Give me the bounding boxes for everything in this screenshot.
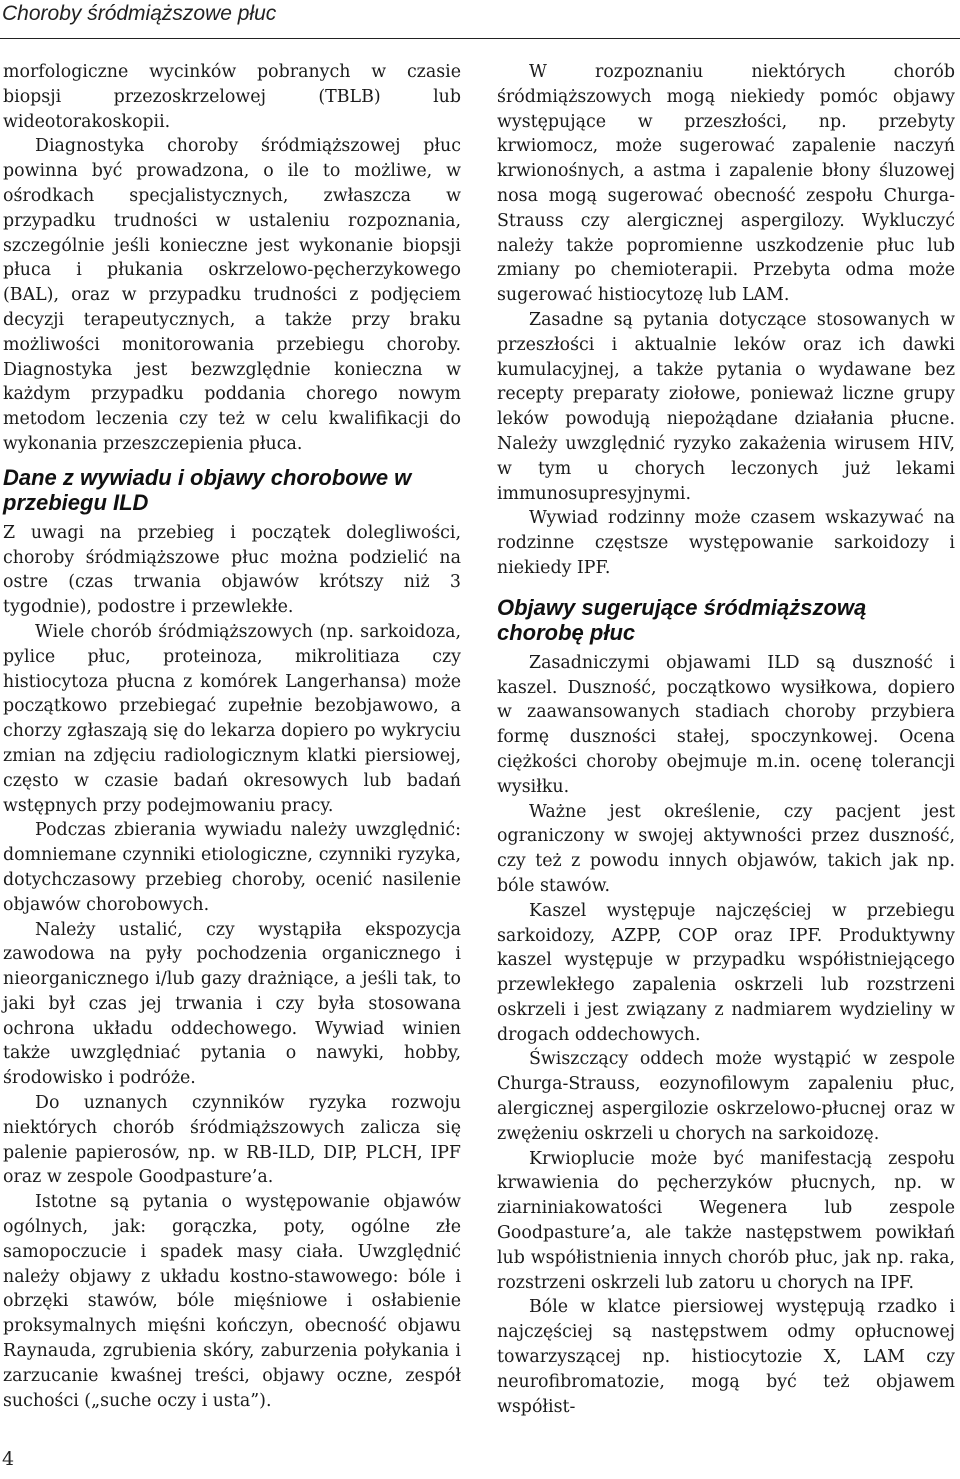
paragraph: Zasadne są pytania dotyczące stosowanych w przeszłości i aktualnie leków oraz ich dawki kumulacyjnej, a także pytania o wydawane bez recepty preparaty ziołowe, ponieważ liczne grupy leków powodują niepożądane działania płucne. Należy uwzględnić ryzyko zakażenia wirusem HIV, w tym u chorych leczonych już lekami immunosupresyjnymi. — [497, 309, 955, 504]
section-heading: Dane z wywiadu i objawy chorobowe w przebiegu ILD — [3, 464, 412, 515]
left-column — [3, 60, 461, 1413]
right-column — [497, 60, 955, 1419]
paragraph: Wiele chorób śródmiąższowych (np. sarkoidoza, pylice płuc, proteinoza, mikrolitiaza czy histiocytoza płucna z komórek Langerhansa) może początkowo przebiegać zupełnie bezobjawowo, a chorzy zgłaszają się do lekarza dopiero po wykryciu zmian na zdjęciu radiologicznym klatki piersiowej, często w czasie badań okresowych lub badań wstępnych przy podejmowaniu pracy. — [3, 621, 461, 816]
paragraph: Bóle w klatce piersiowej występują rzadko i najczęściej są następstwem odmy opłucnowej towarzyszącej np. histiocytozie X, LAM czy neurofibromatozie, mogą być też objawem współist- — [497, 1297, 955, 1417]
paragraph: Do uznanych czynników ryzyka rozwoju niektórych chorób śródmiąższowych zalicza się palenie papierosów, np. w RB-ILD, DIP, PLCH, IPF oraz w zespole Goodpasture’a. — [3, 1093, 461, 1188]
paragraph: Należy ustalić, czy wystąpiła ekspozycja zawodowa na pyły pochodzenia organicznego i nieorganicznego i/lub gazy drażniące, a jeśli tak, to jaki był czas jej trwania i czy była stosowana ochrona układu oddechowego. Wywiad winien także uwzględniać pytania o nawyki, hobby, środowisko i podróże. — [3, 919, 461, 1089]
paragraph: morfologiczne wycinków pobranych w czasie biopsji przezoskrzelowej (TBLB) lub wideotorakoskopii. — [3, 62, 461, 132]
paragraph: W rozpoznaniu niektórych chorób śródmiąższowych mogą niekiedy pomóc objawy występujące w przeszłości, np. przebyty krwiomocz, może sugerować zapalenie naczyń krwionośnych, a astma i zapalenie błony śluzowej nosa mogą sugerować obecność zespołu Churga-Strauss czy alergicznej aspergilozy. Wykluczyć należy także popromienne uszkodzenie płuc lub zmiany po chemioterapii. Przebyta odma może sugerować histiocytozę lub LAM. — [497, 62, 955, 306]
paragraph: Z uwagi na przebieg i początek dolegliwości, choroby śródmiąższowe płuc można podzielić na ostre (czas trwania objawów krótszy niż 3 tygodnie), podostre i przewlekłe. — [3, 522, 461, 618]
paragraph: Istotne są pytania o występowanie objawów ogólnych, jak: gorączka, poty, ogólne złe samopoczucie i spadek masy ciała. Uwzględnić należy objawy z układu kostno-stawowego: bóle i obrzęki stawów, bóle mięśniowe i osłabienie proksymalnych mięśni kończyn, obecność objawu Raynauda, zgrubienia skóry, zaburzenia połykania i zarzucanie kwaśnej treści, objawy oczne, zespół suchości („suche oczy i usta”). — [3, 1192, 461, 1411]
paragraph: Świszczący oddech może wystąpić w zespole Churga-Strauss, eozynofilowym zapaleniu płuc, alergicznej aspergilozie oskrzelowo-płucnej oraz w zwężeniu oskrzeli u chorych na sarkoidozę. — [497, 1049, 955, 1144]
page-number: 4 — [2, 1448, 15, 1470]
running-title: Choroby śródmiąższowe płuc — [2, 2, 277, 25]
paragraph: Podczas zbierania wywiadu należy uwzględnić: domniemane czynniki etiologiczne, czynniki ryzyka, dotychczasowy przebieg choroby, ocenić nasilenie objawów chorobowych. — [3, 820, 461, 915]
paragraph: Kaszel występuje najczęściej w przebiegu sarkoidozy, AZPP, COP oraz IPF. Produktywny kaszel występuje w przypadku współistniejącego przewlekłego zapalenia oskrzeli lub rozstrzeni oskrzeli i jest związany z nadmiarem wydzieliny w drogach oddechowych. — [497, 900, 955, 1045]
paragraph: Zasadniczymi objawami ILD są duszność i kaszel. Duszność, początkowo wysiłkowa, dopiero w zaawansowanych stadiach choroby przybiera formę duszności stałej, spoczynkowej. Ocena ciężkości choroby obejmuje m.in. ocenę tolerancji wysiłku. — [497, 652, 955, 797]
running-header — [0, 0, 960, 39]
paragraph: Ważne jest określenie, czy pacjent jest ograniczony w swojej aktywności przez duszność, czy też z powodu innych objawów, takich jak np. bóle stawów. — [497, 801, 955, 896]
paragraph: Diagnostyka choroby śródmiąższowej płuc powinna być prowadzona, o ile to możliwe, w ośrodkach specjalistycznych, zwłaszcza w przypadku trudności w ustaleniu rozpoznania, szczególnie jeśli konieczne jest wykonanie biopsji płuca i płukania oskrzelowo-pęcherzykowego (BAL), oraz w przypadku trudności z podjęciem decyzji terapeutycznych, a także przy braku możliwości monitorowania przebiegu choroby. Diagnostyka jest bezwzględnie konieczna w każdym przypadku poddania chorego nowym metodom leczenia czy też w celu kwalifikacji do wykonania przeszczepienia płuca. — [3, 136, 461, 454]
paragraph: Wywiad rodzinny może czasem wskazywać na rodzinne częstsze występowanie sarkoidozy i niekiedy IPF. — [497, 508, 955, 578]
paragraph: Krwioplucie może być manifestacją zespołu krwawienia do pęcherzyków płucnych, np. w ziarniniakowatości Wegenera lub zespole Goodpasture’a, ale także następstwem powikłań lub współistnienia innych chorób płuc, jak np. raka, rozstrzeni oskrzeli lub zatoru u chorych na IPF. — [497, 1148, 955, 1293]
section-heading: Objawy sugerujące śródmiąższową chorobę płuc — [497, 594, 867, 645]
